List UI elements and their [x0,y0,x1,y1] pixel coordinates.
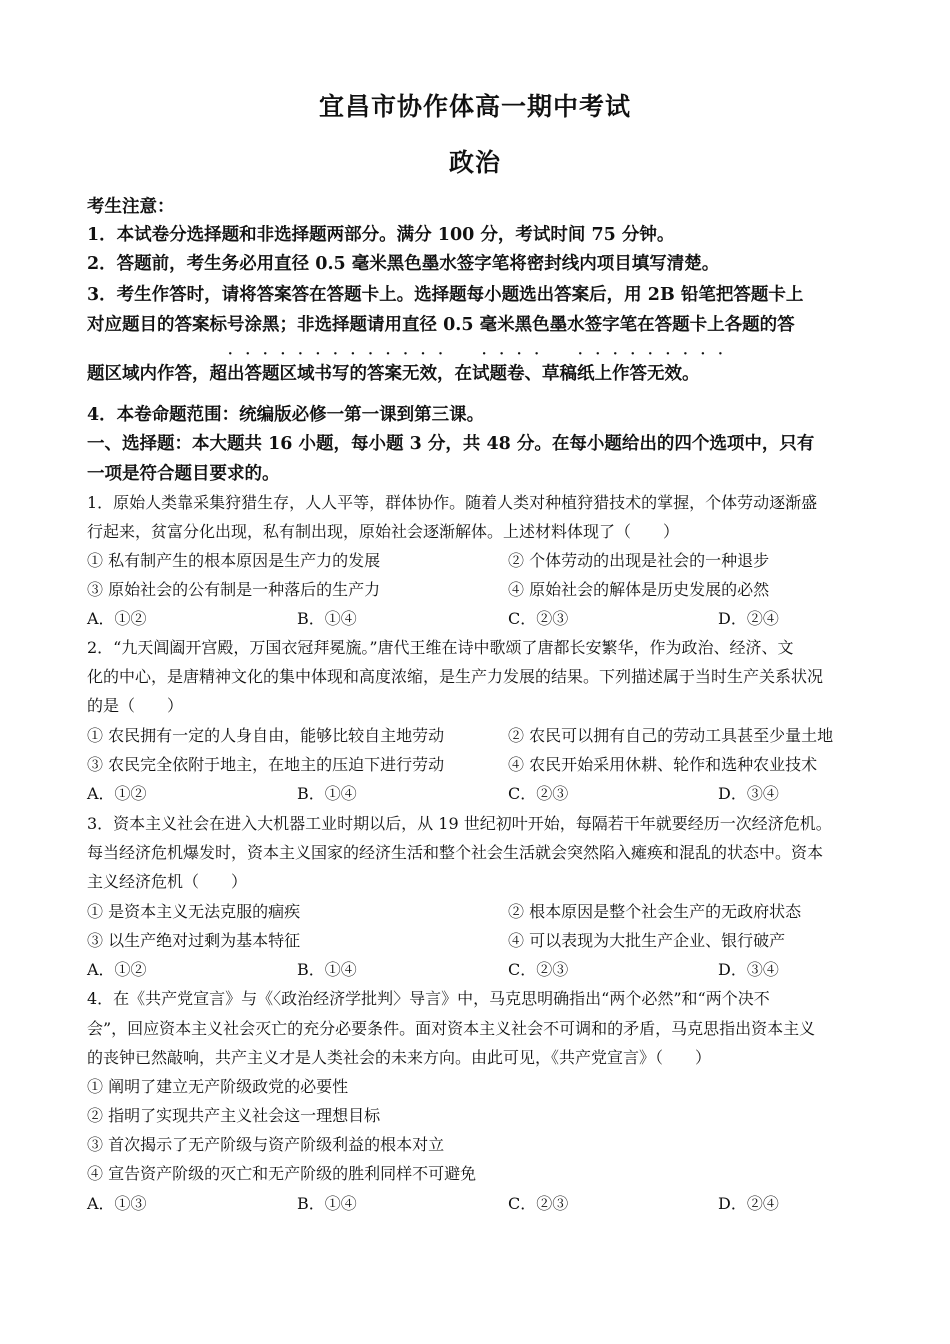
notice-item-4: 4．本卷命题范围：统编版必修一第一课到第三课。 [87,405,485,425]
q1-statement-4: ④ 原始社会的解体是历史发展的必然 [508,580,770,599]
emphasis-dots: · · · · · · · · · · · · · · · · · · · · · · · · · · [228,347,723,362]
q1-choice-c: C．②③ [508,609,569,628]
q1-choice-d: D．②④ [718,609,779,628]
q2-statement-2: ② 农民可以拥有自己的劳动工具甚至少量土地 [508,726,834,745]
q1-statement-3: ③ 原始社会的公有制是一种落后的生产力 [87,580,381,599]
q3-choice-c: C．②③ [508,960,569,979]
q4-statement-4: ④ 宣告资产阶级的灭亡和无产阶级的胜利同样不可避免 [87,1164,477,1183]
q2-stem-line-2: 化的中心，是唐精神文化的集中体现和高度浓缩，是生产力发展的结果。下列描述属于当时生产关系状况 [87,667,824,686]
q1-choice-b: B．①④ [297,609,357,628]
q3-stem-line-2: 每当经济危机爆发时，资本主义国家的经济生活和整个社会生活就会突然陷入瘫痪和混乱的状态中。资本 [87,843,824,862]
exam-title: 宜昌市协作体高一期中考试 [318,92,631,121]
q2-statement-4: ④ 农民开始采用休耕、轮作和选种农业技术 [508,755,818,774]
q3-statement-3: ③ 以生产绝对过剩为基本特征 [87,931,301,950]
q4-stem-line-2: 会”，回应资本主义社会灭亡的充分必要条件。面对资本主义社会不可调和的矛盾，马克思指出资本主义 [87,1019,816,1038]
q3-choice-b: B．①④ [297,960,357,979]
q1-stem-line-2: 行起来，贫富分化出现，私有制出现，原始社会逐渐解体。上述材料体现了（ ） [87,522,680,541]
q2-choice-b: B．①④ [297,784,357,803]
q4-statement-2: ② 指明了实现共产主义社会这一理想目标 [87,1106,381,1125]
notice-item-3-end: 题区域内作答，超出答题区域书写的答案无效，在试题卷、草稿纸上作答无效。 [87,364,700,384]
q1-choice-a: A．①② [87,609,147,628]
q4-choice-d: D．②④ [718,1194,779,1213]
q2-statement-1: ① 农民拥有一定的人身自由，能够比较自主地劳动 [87,726,445,745]
q4-stem-line-3: 的丧钟已然敲响，共产主义才是人类社会的未来方向。由此可见，《共产党宣言》（ ） [87,1048,712,1067]
q2-choice-c: C．②③ [508,784,569,803]
q3-statement-4: ④ 可以表现为大批生产企业、银行破产 [508,931,786,950]
q2-choice-a: A．①② [87,784,147,803]
q2-stem-line-1: 2．“九天阊阖开宫殿，万国衣冠拜冕旒。”唐代王维在诗中歌颂了唐都长安繁华，作为政治、经济、文 [87,638,794,657]
q4-choice-a: A．①③ [87,1194,147,1213]
section-heading: 一、选择题：本大题共 16 小题，每小题 3 分，共 48 分。在每小题给出的四个选项中，只有 [87,434,815,454]
q2-stem-line-3: 的是（ ） [87,696,184,715]
subject-title: 政治 [448,148,501,177]
q3-stem-line-3: 主义经济危机（ ） [87,872,248,891]
q3-choice-a: A．①② [87,960,147,979]
q1-statement-1: ① 私有制产生的根本原因是生产力的发展 [87,551,381,570]
q4-choice-c: C．②③ [508,1194,569,1213]
notice-item-1: 1．本试卷分选择题和非选择题两部分。满分 100 分，考试时间 75 分钟。 [87,225,675,245]
q3-statement-2: ② 根本原因是整个社会生产的无政府状态 [508,902,802,921]
q4-statement-1: ① 阐明了建立无产阶级政党的必要性 [87,1077,349,1096]
q1-statement-2: ② 个体劳动的出现是社会的一种退步 [508,551,770,570]
q2-choice-d: D．③④ [718,784,779,803]
q4-statement-3: ③ 首次揭示了无产阶级与资产阶级利益的根本对立 [87,1135,445,1154]
q3-statement-1: ① 是资本主义无法克服的痼疾 [87,902,301,921]
q2-statement-3: ③ 农民完全依附于地主，在地主的压迫下进行劳动 [87,755,445,774]
notice-item-2: 2．答题前，考生务必用直径 0.5 毫米黑色墨水签字笔将密封线内项目填写清楚。 [87,254,720,274]
q3-choice-d: D．③④ [718,960,779,979]
notice-item-3-cont: 对应题目的答案标号涂黑；非选择题请用直径 0.5 毫米黑色墨水签字笔在答题卡上各题的答 [87,315,795,335]
q4-stem-line-1: 4．在《共产党宣言》与《〈政治经济学批判〉导言》中，马克思明确指出“两个必然”和“两个决不 [87,989,770,1008]
notice-item-3: 3．考生作答时，请将答案答在答题卡上。选择题每小题选出答案后，用 2B 铅笔把答题卡上 [87,285,804,305]
notice-heading: 考生注意： [87,197,175,217]
q4-choice-b: B．①④ [297,1194,357,1213]
q1-stem-line-1: 1．原始人类靠采集狩猎生存，人人平等，群体协作。随着人类对种植狩猎技术的掌握，个体劳动逐渐盛 [87,493,818,512]
section-heading-cont: 一项是符合题目要求的。 [87,464,280,484]
q3-stem-line-1: 3．资本主义社会在进入大机器工业时期以后，从 19 世纪初叶开始，每隔若干年就要经历一次经济危机。 [87,814,832,833]
